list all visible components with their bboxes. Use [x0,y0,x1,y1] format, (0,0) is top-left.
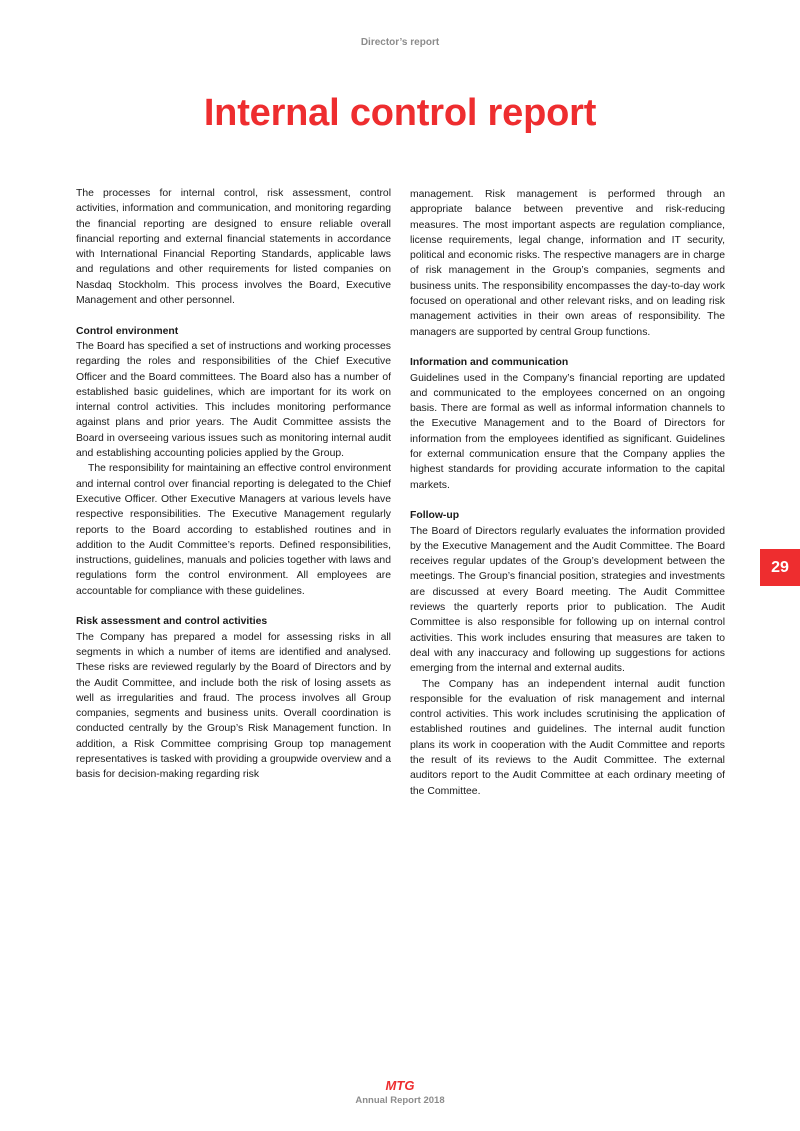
intro-paragraph: The processes for internal control, risk assessment, control activities, information and communication, and monitoring regarding the financial reporting are designed to ensure reliable overall financial reporting and external financial statements in accordance with International Financial Reporting Standards, applicable laws and regulations and other requirements for listed companies on Nasdaq Stockholm. This process involves the Board, Executive Management and other personnel. [76,188,391,307]
right-column [410,187,725,799]
risk-assessment-continued: management. Risk management is performed through an appropriate balance between preventive and risk-reducing measures. The most important aspects are regulation compliance, license requirements, legal change, information and IT security, political and economic risks. The respective managers are in charge of risk management in the Group’s companies, segments and business units. The responsibility encompasses the day-to-day work focused on operational and other relevant risks, and on leading risk management activities in their own areas of responsibility. The managers are supported by central Group functions. [410,189,725,338]
follow-up-heading: Follow-up [410,510,460,522]
information-heading: Information and communication [410,357,569,369]
section-label: Director’s report [360,37,440,48]
follow-up-paragraph-2: The Company has an independent internal audit function responsible for the evaluation of risk management and internal control activities. This work includes scrutinising the application of established routines and guidelines. The internal audit function plans its work in cooperation with the Audit Committee and reports the result of its reviews to the Audit Committee. The external auditors report to the Audit Committee at each ordinary meeting of the Committee. [410,678,725,797]
control-environment-paragraph: The Board has specified a set of instructions and working processes regarding the roles and responsibilities of the Chief Executive Officer and the Board committees. The Board also has a number of established basic guidelines, which are important for its work on internal control activities. This includes monitoring performance against plans and prior years. The Audit Committee assists the Board in overseeing various issues such as monitoring internal audit and establishing accounting policies applied by the Group. [76,340,391,460]
page-number-tab: 29 [760,549,800,586]
mtg-logo-icon [384,1078,416,1092]
footer-logo-text: MTG [385,1078,415,1092]
follow-up-paragraph: The Board of Directors regularly evaluates the information provided by the Executive Management and the Audit Committee. The Board receives regular updates of the Group’s development between the meetings. The Group’s financial position, strategies and investments are discussed at every Board meeting. The Audit Committee reviews the quarterly reports prior to publication. The Audit Committee is also responsible for following up on internal control activities. This work includes ensuring that measures are taken to deal with any inaccuracy and following up suggestions for actions emerging from the internal and external audits. [410,525,725,675]
page-title: Internal control report [203,92,597,134]
left-column [76,186,391,783]
information-paragraph: Guidelines used in the Company’s financial reporting are updated and communicated to the employees concerned on an ongoing basis. There are formal as well as informal information channels to the Executive Management and to the Board of Directors for information from the employees identified as significant. Guidelines for external communication ensure that the Company applies the highest standards for providing accurate information to the capital markets. [410,372,725,491]
control-environment-paragraph-2: The responsibility for maintaining an effective control environment and internal control over financial reporting is delegated to the Chief Executive Officer. Other Executive Managers at various levels have respective responsibilities. The Executive Management regularly reports to the Board according to established routines and in addition to the Audit Committee’s reports. Defined responsibilities, instructions, guidelines, manuals and policies together with laws and regulations form the control environment. All employees are accountable for compliance with these guidelines. [76,463,391,597]
control-environment-heading: Control environment [76,325,179,337]
footer-label: Annual Report 2018 [355,1095,445,1106]
risk-assessment-heading: Risk assessment and control activities [76,616,268,628]
risk-assessment-paragraph: The Company has prepared a model for assessing risks in all segments in which a number of items are identified and analysed. These risks are reviewed regularly by the Board of Directors and by the Audit Committee, and include both the risk of losing assets as well as irregularities and fraud. The process involves all Group companies, segments and business units. Overall coordination is conducted centrally by the Group’s Risk Management function. In addition, a Risk Committee comprising Group top management representatives is tasked with providing a groupwide overview and a basis for decision-making regarding risk [76,631,391,781]
